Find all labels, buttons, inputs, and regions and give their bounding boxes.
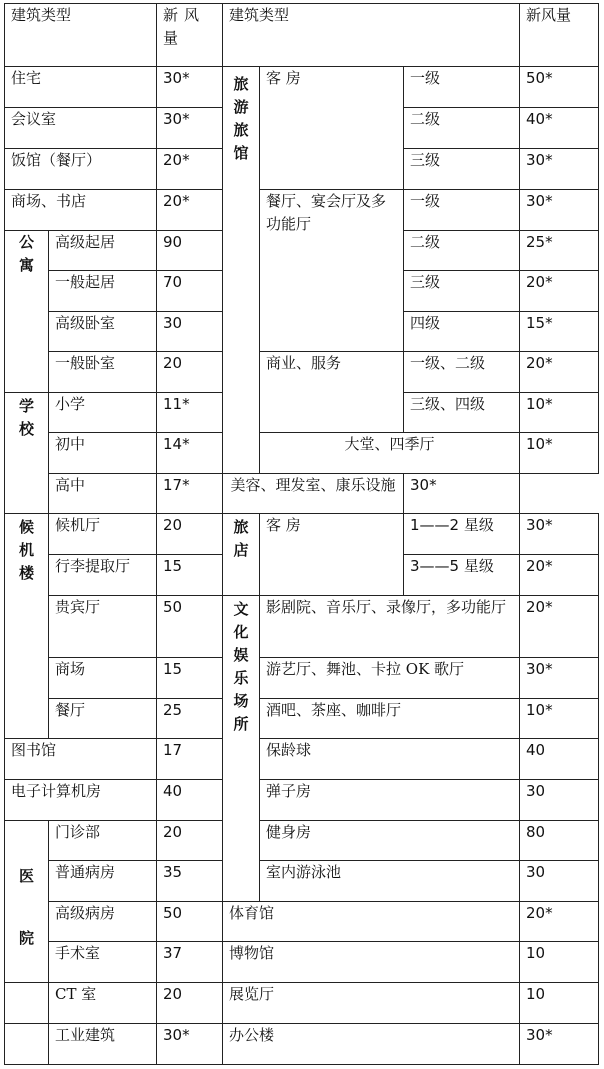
table-row <box>5 1024 599 1065</box>
terminal-item-value: 15 <box>157 658 223 699</box>
header-fresh-air-left: 新风量 <box>157 4 223 67</box>
inn-room-label: 客 房 <box>260 514 404 596</box>
apartment-item-value: 30 <box>157 312 223 352</box>
hotel-dining-grade: 二级 <box>404 231 520 271</box>
table-row <box>5 739 599 780</box>
inn-value: 30* <box>520 514 599 555</box>
table-row <box>5 596 599 658</box>
hotel-commerce-label: 商业、服务 <box>260 352 404 433</box>
table-row <box>5 699 599 739</box>
apartment-item-label: 一般起居 <box>49 271 157 312</box>
residence-label: 住宅 <box>5 67 157 108</box>
industrial-value: 30* <box>157 1024 223 1065</box>
hospital-group-label: 医院 <box>5 821 49 983</box>
inn-group-label: 旅店 <box>223 514 260 596</box>
meeting-label: 会议室 <box>5 108 157 149</box>
table-row <box>5 190 599 231</box>
computer-room-value: 40 <box>157 780 223 821</box>
entertainment-item-value: 30 <box>520 780 599 821</box>
hotel-dining-value: 15* <box>520 312 599 352</box>
residence-value: 30* <box>157 67 223 108</box>
industrial-label: 工业建筑 <box>49 1024 157 1065</box>
hotel-commerce-value: 20* <box>520 352 599 393</box>
header-fresh-air-right: 新风量 <box>520 4 599 67</box>
ct-room-label: CT 室 <box>49 983 157 1024</box>
entertainment-group-label: 文化娱乐场所 <box>223 596 260 902</box>
hospital-item-label: 高级病房 <box>49 902 157 942</box>
terminal-item-value: 20 <box>157 514 223 555</box>
hotel-dining-value: 25* <box>520 231 599 271</box>
terminal-item-label: 行李提取厅 <box>49 555 157 596</box>
hotel-dining-grade: 三级 <box>404 271 520 312</box>
entertainment-item-value: 40 <box>520 739 599 780</box>
terminal-item-label: 餐厅 <box>49 699 157 739</box>
table-row <box>5 942 599 983</box>
header-building-type-right: 建筑类型 <box>223 4 520 67</box>
hotel-lobby-label: 大堂、四季厅 <box>260 433 520 474</box>
hotel-dining-grade: 四级 <box>404 312 520 352</box>
entertainment-item-label: 酒吧、茶座、咖啡厅 <box>260 699 520 739</box>
restaurant-label: 饭馆（餐厅） <box>5 149 157 190</box>
terminal-item-label: 候机厅 <box>49 514 157 555</box>
library-value: 17 <box>157 739 223 780</box>
hotel-guest-value: 40* <box>520 108 599 149</box>
hospital-item-value: 50 <box>157 902 223 942</box>
apartment-item-value: 70 <box>157 271 223 312</box>
hotel-beauty-label: 美容、理发室、康乐设施 <box>223 474 404 514</box>
hotel-guest-grade: 一级 <box>404 67 520 108</box>
inn-grade: 1——2 星级 <box>404 514 520 555</box>
hotel-commerce-grade: 三级、四级 <box>404 393 520 433</box>
table-row <box>5 983 599 1024</box>
hotel-commerce-value: 10* <box>520 393 599 433</box>
office-value: 30* <box>520 1024 599 1065</box>
office-label: 办公楼 <box>223 1024 520 1065</box>
school-item-label: 初中 <box>49 433 157 474</box>
library-label: 图书馆 <box>5 739 157 780</box>
museum-label: 博物馆 <box>223 942 520 983</box>
hotel-dining-value: 30* <box>520 190 599 231</box>
terminal-item-label: 商场 <box>49 658 157 699</box>
table-row <box>5 780 599 821</box>
entertainment-item-label: 弹子房 <box>260 780 520 821</box>
meeting-value: 30* <box>157 108 223 149</box>
hotel-guest-room-label: 客 房 <box>260 67 404 190</box>
entertainment-item-value: 80 <box>520 821 599 861</box>
school-item-value: 17* <box>157 474 223 514</box>
apartment-item-value: 90 <box>157 231 223 271</box>
entertainment-item-label: 影剧院、音乐厅、录像厅，多功能厅 <box>260 596 520 658</box>
table-row <box>5 352 599 393</box>
computer-room-label: 电子计算机房 <box>5 780 157 821</box>
entertainment-item-value: 30* <box>520 658 599 699</box>
shop-bookstore-label: 商场、书店 <box>5 190 157 231</box>
table-row <box>5 821 599 861</box>
gym-value: 20* <box>520 902 599 942</box>
shop-bookstore-value: 20* <box>157 190 223 231</box>
gym-label: 体育馆 <box>223 902 520 942</box>
hotel-beauty-value: 30* <box>404 474 520 514</box>
terminal-item-value: 25 <box>157 699 223 739</box>
apartment-item-label: 一般卧室 <box>49 352 157 393</box>
header-row <box>5 4 599 67</box>
table-row <box>5 474 599 514</box>
apartment-group-label: 公寓 <box>5 231 49 393</box>
school-group-label: 学校 <box>5 393 49 514</box>
table-row <box>5 67 599 108</box>
fresh-air-table <box>4 3 599 1065</box>
entertainment-item-value: 20* <box>520 596 599 658</box>
inn-value: 20* <box>520 555 599 596</box>
hotel-dining-grade: 一级 <box>404 190 520 231</box>
hotel-guest-grade: 二级 <box>404 108 520 149</box>
terminal-item-value: 15 <box>157 555 223 596</box>
entertainment-item-label: 室内游泳池 <box>260 861 520 902</box>
exhibition-label: 展览厅 <box>223 983 520 1024</box>
table-row <box>5 433 599 474</box>
hospital-item-label: 手术室 <box>49 942 157 983</box>
hotel-commerce-grade: 一级、二级 <box>404 352 520 393</box>
table-row <box>5 902 599 942</box>
hospital-item-value: 37 <box>157 942 223 983</box>
hotel-guest-value: 30* <box>520 149 599 190</box>
museum-value: 10 <box>520 942 599 983</box>
terminal-item-value: 50 <box>157 596 223 658</box>
hotel-lobby-value: 10* <box>520 433 599 474</box>
inn-grade: 3——5 星级 <box>404 555 520 596</box>
exhibition-value: 10 <box>520 983 599 1024</box>
terminal-item-label: 贵宾厅 <box>49 596 157 658</box>
hotel-dining-label: 餐厅、宴会厅及多功能厅 <box>260 190 404 352</box>
header-building-type-left: 建筑类型 <box>5 4 157 67</box>
apartment-item-label: 高级卧室 <box>49 312 157 352</box>
school-item-label: 高中 <box>49 474 157 514</box>
ct-room-value: 20 <box>157 983 223 1024</box>
entertainment-item-label: 游艺厅、舞池、卡拉 OK 歌厅 <box>260 658 520 699</box>
empty-cell <box>5 983 49 1024</box>
table-row <box>5 514 599 555</box>
apartment-item-value: 20 <box>157 352 223 393</box>
entertainment-item-label: 保龄球 <box>260 739 520 780</box>
restaurant-value: 20* <box>157 149 223 190</box>
entertainment-item-value: 10* <box>520 699 599 739</box>
hospital-item-value: 35 <box>157 861 223 902</box>
school-item-label: 小学 <box>49 393 157 433</box>
table-row <box>5 658 599 699</box>
apartment-item-label: 高级起居 <box>49 231 157 271</box>
table-row <box>5 861 599 902</box>
hospital-item-value: 20 <box>157 821 223 861</box>
hotel-dining-value: 20* <box>520 271 599 312</box>
entertainment-item-value: 30 <box>520 861 599 902</box>
empty-cell <box>5 1024 49 1065</box>
entertainment-item-label: 健身房 <box>260 821 520 861</box>
school-item-value: 11* <box>157 393 223 433</box>
hotel-guest-value: 50* <box>520 67 599 108</box>
terminal-group-label: 候机楼 <box>5 514 49 739</box>
hotel-group-label: 旅游旅馆 <box>223 67 260 474</box>
hospital-item-label: 门诊部 <box>49 821 157 861</box>
school-item-value: 14* <box>157 433 223 474</box>
hospital-item-label: 普通病房 <box>49 861 157 902</box>
hotel-guest-grade: 三级 <box>404 149 520 190</box>
